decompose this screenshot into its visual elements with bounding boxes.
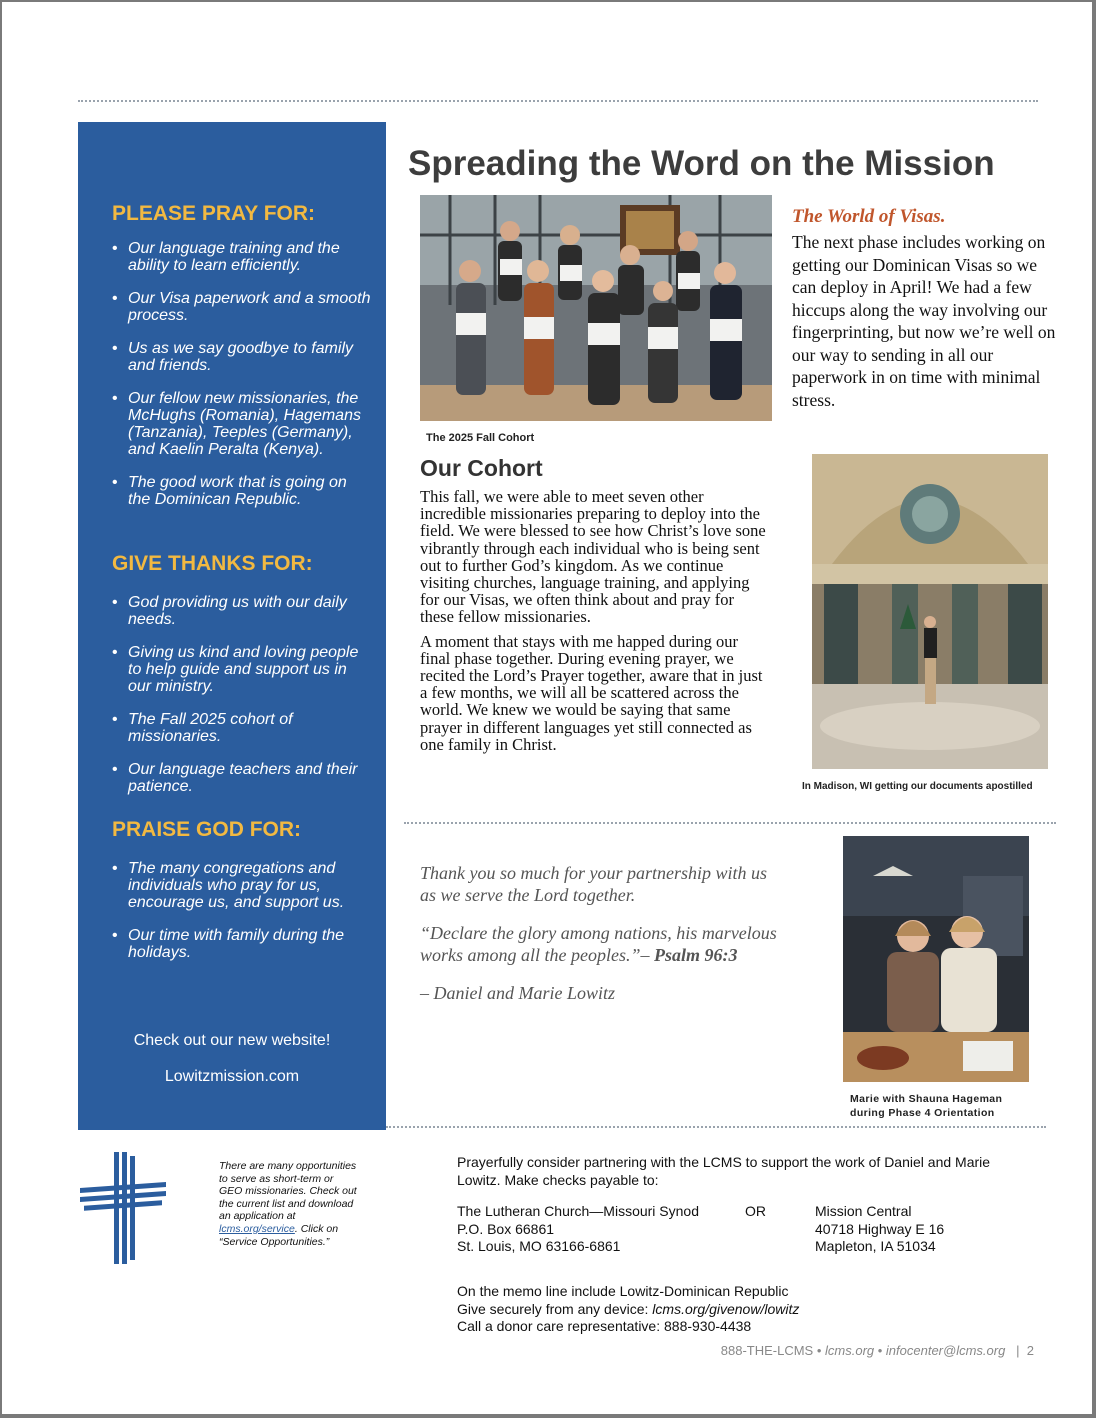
bottom-divider (386, 1126, 1046, 1128)
madison-photo-caption: In Madison, WI getting our documents apostilled (802, 781, 1033, 792)
newsletter-page (2, 2, 1092, 1414)
pray-list (110, 240, 372, 524)
memo-line: On the memo line include Lowitz-Dominican Republic (457, 1283, 789, 1299)
list-item: • God providing us with our daily needs. (110, 594, 372, 628)
sidebar (78, 122, 386, 1130)
cohort-body (420, 488, 766, 760)
giving-details (457, 1283, 799, 1336)
visas-heading: The World of Visas. (792, 206, 946, 227)
page-number: 2 (1026, 1343, 1034, 1358)
list-item: • Our language training and the ability to learn efficiently. (110, 240, 372, 274)
list-item: • Our Visa paperwork and a smooth process. (110, 290, 372, 324)
service-note-text: There are many opportunities to serve as short-term or GEO missionaries. Check out the current list and download an application at (219, 1160, 357, 1223)
thanks-list (110, 594, 372, 811)
list-item: • Us as we say goodbye to family and friends. (110, 340, 372, 374)
org1-line3: St. Louis, MO 63166-6861 (457, 1238, 621, 1254)
cohort-paragraph-2: A moment that stays with me happed during our final phase together. During evening prayer, we recited the Lord’s Prayer together, aware that in just a few months, we will all be scattered across the world. We knew we would be saying that same prayer in different languages yet still connected as one family in Christ. (420, 631, 763, 754)
signoff: – Daniel and Marie Lowitz (420, 983, 616, 1003)
psalm-quote (420, 922, 780, 966)
website-cta: Check out our new website! (133, 1032, 331, 1049)
thanks-line: Thank you so much for your partnership with us as we serve the Lord together. (420, 863, 768, 905)
giving-intro: Prayerfully consider partnering with the LCMS to support the work of Daniel and Marie Lowitz. Make checks payable to: (457, 1154, 991, 1188)
list-item: • Our fellow new missionaries, the McHughs (Romania), Hagemans (Tanzania), Teeples (Germany), and Kaelin Peralta (Kenya). (110, 390, 372, 458)
cohort-photo (420, 195, 772, 421)
list-item: • Our language teachers and their patience. (110, 761, 372, 795)
top-divider (78, 100, 1038, 102)
org1-line2: P.O. Box 66861 (457, 1220, 555, 1237)
footer-phone: 888-THE-LCMS (720, 1343, 814, 1358)
org2-address (815, 1203, 944, 1256)
marie-photo (843, 836, 1029, 1082)
online-giving (457, 1301, 799, 1319)
service-note: There are many opportunities to serve as short-term or GEO missionaries. Check out the current list and download an application at lcms.org/service. Click on “Service Opportunities.” (219, 1160, 357, 1248)
thanks-heading: GIVE THANKS FOR: (112, 552, 313, 575)
list-item: • The many congregations and individuals who pray for us, encourage us, and support us. (110, 860, 372, 911)
service-link[interactable]: lcms.org/service (219, 1222, 295, 1235)
service-note-after: Click on “Service Opportunities.” (219, 1222, 339, 1248)
pray-heading: PLEASE PRAY FOR: (112, 202, 316, 225)
list-item: • The Fall 2025 cohort of missionaries. (110, 711, 372, 745)
praise-heading: PRAISE GOD FOR: (112, 818, 302, 841)
quote-text: “Declare the glory among nations, his marvelous works among all the peoples.”– (420, 923, 777, 965)
list-item: • The good work that is going on the Dominican Republic. (110, 474, 372, 508)
website-link[interactable]: Lowitzmission.com (164, 1068, 300, 1085)
online-url[interactable]: lcms.org/givenow/lowitz (652, 1300, 800, 1317)
page-footer: 888-THE-LCMS • lcms.org • infocenter@lcms.org | 2 (720, 1343, 1034, 1358)
footer-email[interactable]: infocenter@lcms.org (885, 1343, 1006, 1358)
quote-reference: Psalm 96:3 (654, 945, 738, 965)
thanks-note (420, 862, 780, 1020)
footer-site[interactable]: lcms.org (825, 1343, 875, 1358)
org2-line2: 40718 Highway E 16 (815, 1220, 945, 1237)
madison-photo (812, 454, 1048, 769)
lcms-cross-logo (80, 1152, 166, 1269)
or-label: OR (745, 1203, 766, 1219)
page-title: Spreading the Word on the Mission (408, 144, 995, 183)
cohort-paragraph-1: This fall, we were able to meet seven other incredible missionaries preparing to deploy into the field. We were blessed to see how Christ’s love sone vibrantly through each individual who is being sent out to further God’s kingdom. As we continue visiting churches, language training, and applying for our Visas, we often think about and pray for these fellow missionaries. (420, 487, 766, 627)
visas-body: The next phase includes working on getting our Dominican Visas so we can deploy in April! We had a few hiccups along the way involving our fingerprinting, but now we’re well on our way to sending in all our paperwork in on time with minimal stress. (792, 232, 1056, 410)
cohort-heading: Our Cohort (420, 455, 543, 481)
list-item: • Our time with family during the holidays. (110, 927, 372, 961)
online-label: Give securely from any device: (457, 1300, 649, 1317)
org2-line3: Mapleton, IA 51034 (815, 1238, 936, 1254)
marie-photo-caption: Marie with Shauna Hageman during Phase 4 Orientation (850, 1093, 1003, 1119)
mid-divider (404, 822, 1056, 824)
phone-line: Call a donor care representative: 888-930-4438 (457, 1318, 752, 1334)
org2-name: Mission Central (815, 1203, 912, 1219)
list-item: • Giving us kind and loving people to help guide and support us in our ministry. (110, 644, 372, 695)
org1-name: The Lutheran Church—Missouri Synod (457, 1203, 700, 1219)
cohort-photo-caption: The 2025 Fall Cohort (426, 432, 535, 444)
praise-list (110, 860, 372, 977)
org1-address (457, 1203, 699, 1256)
